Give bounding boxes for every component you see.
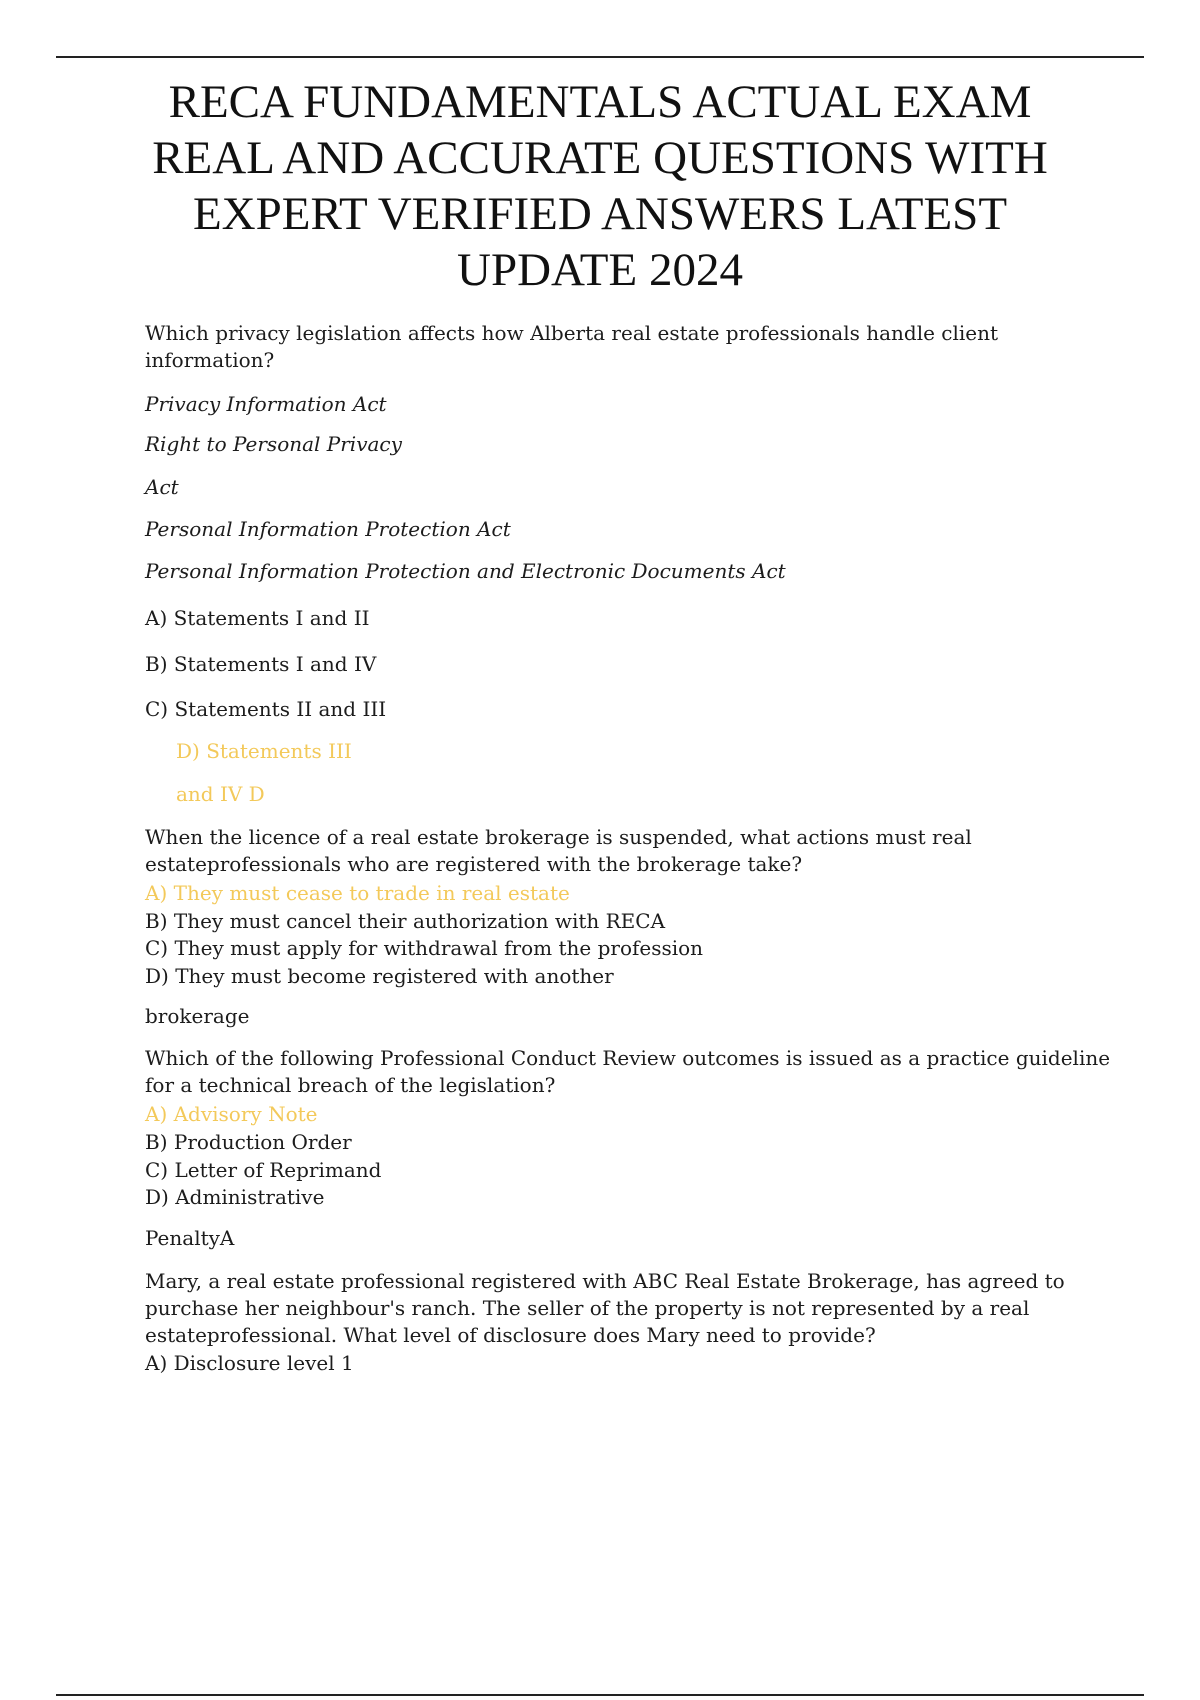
q1-question-line: information? bbox=[145, 348, 275, 372]
q2-question-line: When the licence of a real estate brokerage is suspended, what actions must real bbox=[145, 825, 972, 849]
title-line: EXPERT VERIFIED ANSWERS LATEST bbox=[192, 188, 1008, 240]
q1-statement: Personal Information Protection and Electronic Documents Act bbox=[145, 559, 786, 583]
q2-option-b: B) They must cancel their authorization with RECA bbox=[145, 909, 666, 933]
q1-statement: Privacy Information Act bbox=[145, 392, 387, 416]
q3-question-line: for a technical breach of the legislation? bbox=[145, 1073, 556, 1097]
q4-question-line: estateprofessional. What level of disclosure does Mary need to provide? bbox=[145, 1323, 876, 1347]
q1-question-line: Which privacy legislation affects how Alberta real estate professionals handle client bbox=[145, 321, 999, 345]
q1-option-c: C) Statements II and III bbox=[145, 697, 387, 721]
bottom-rule bbox=[56, 1694, 1144, 1696]
q2-option-c: C) They must apply for withdrawal from the profession bbox=[145, 936, 704, 960]
q1-answer-line: D) Statements III bbox=[176, 739, 352, 763]
title-line: REAL AND ACCURATE QUESTIONS WITH bbox=[152, 132, 1048, 184]
q3-option-b: B) Production Order bbox=[145, 1130, 352, 1154]
q3-option-d: D) Administrative bbox=[145, 1185, 325, 1209]
q4-question-line: purchase her neighbour's ranch. The seller of the property is not represented by a real bbox=[145, 1296, 1030, 1320]
q2-tail: brokerage bbox=[145, 1004, 250, 1028]
q1-statement: Act bbox=[145, 475, 179, 499]
q4-question-line: Mary, a real estate professional registered with ABC Real Estate Brokerage, has agreed to bbox=[145, 1269, 1065, 1293]
q2-question-line: estateprofessionals who are registered with the brokerage take? bbox=[145, 852, 803, 876]
title-line: RECA FUNDAMENTALS ACTUAL EXAM bbox=[168, 76, 1032, 128]
q2-option-a: A) They must cease to trade in real estate bbox=[145, 881, 570, 905]
q1-option-a: A) Statements I and II bbox=[145, 606, 370, 630]
q1-statement: Right to Personal Privacy bbox=[145, 432, 402, 456]
title-line: UPDATE 2024 bbox=[457, 244, 743, 296]
q4-option-a: A) Disclosure level 1 bbox=[145, 1351, 354, 1375]
q3-tail: PenaltyA bbox=[145, 1226, 235, 1250]
q1-option-b: B) Statements I and IV bbox=[145, 652, 377, 676]
q3-question-line: Which of the following Professional Conduct Review outcomes is issued as a practice guideline bbox=[145, 1046, 1111, 1070]
q1-answer-line: and IV D bbox=[176, 782, 265, 806]
document-title bbox=[60, 74, 1140, 298]
q3-option-c: C) Letter of Reprimand bbox=[145, 1158, 382, 1182]
q3-option-a: A) Advisory Note bbox=[145, 1102, 318, 1126]
q2-option-d: D) They must become registered with another bbox=[145, 964, 614, 988]
top-rule bbox=[56, 56, 1144, 58]
q1-statement: Personal Information Protection Act bbox=[145, 517, 511, 541]
